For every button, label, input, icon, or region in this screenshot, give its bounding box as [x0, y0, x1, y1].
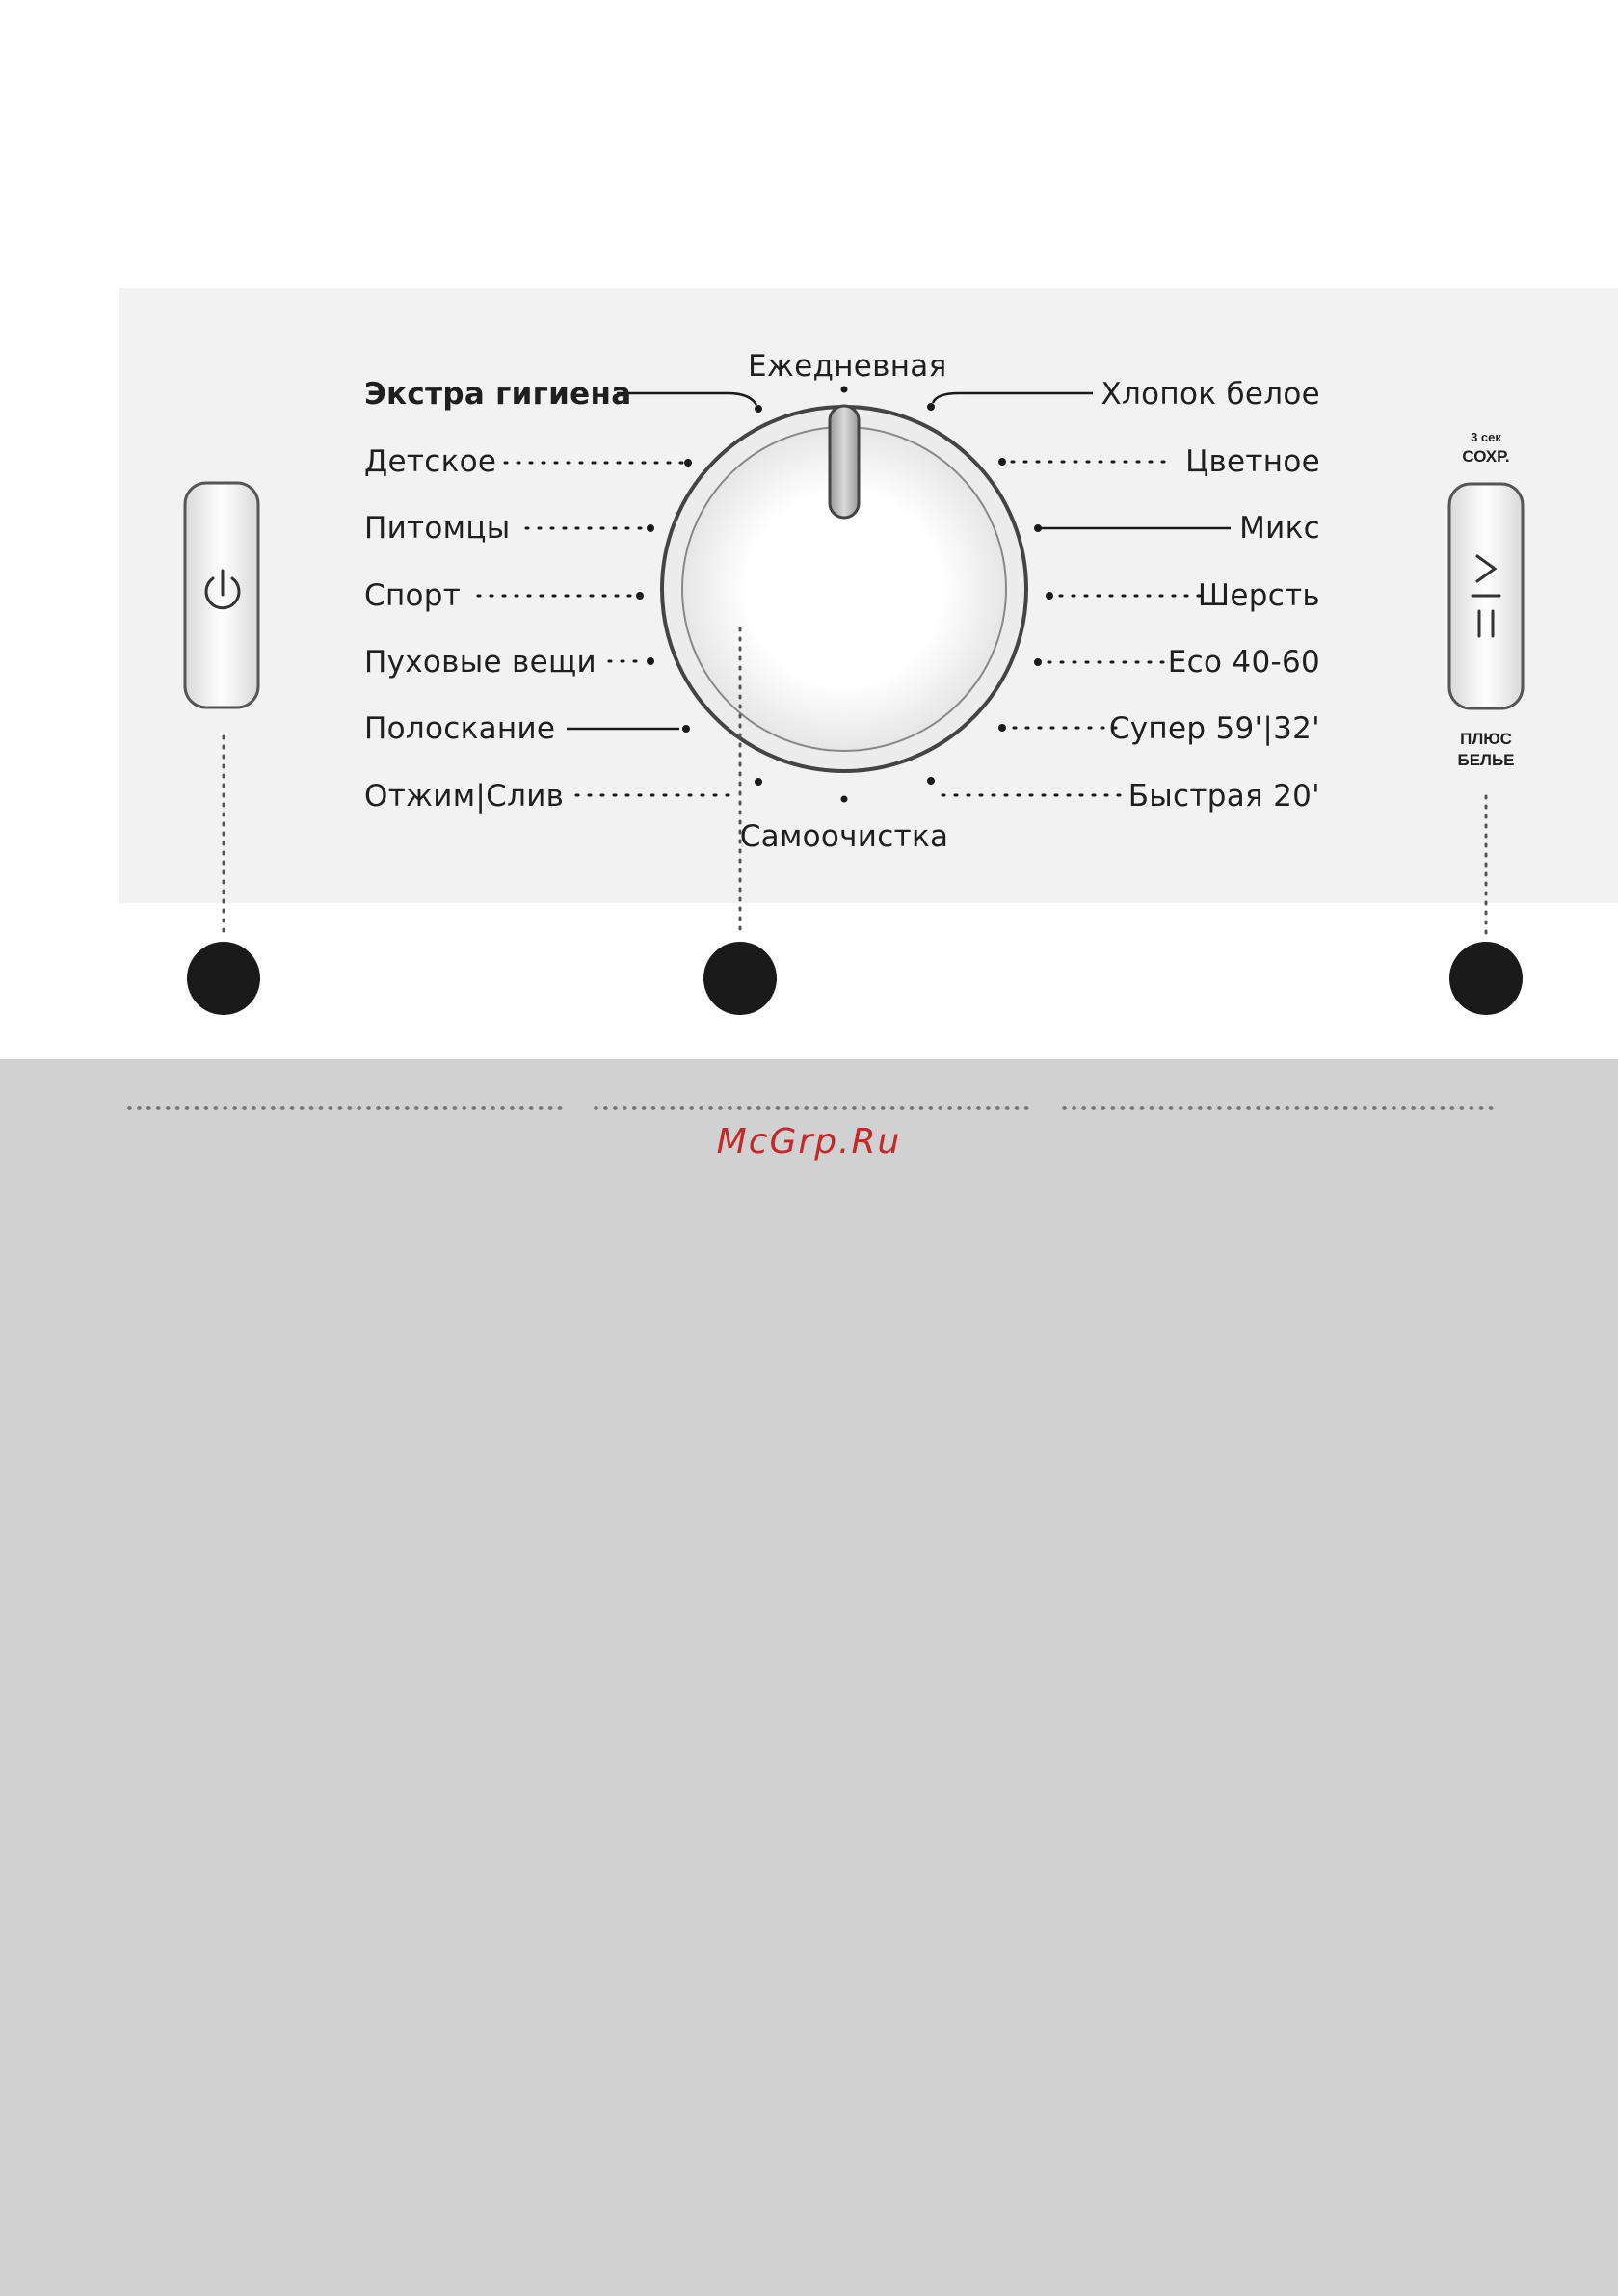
- program-bottom-label: Самоочистка: [739, 819, 949, 854]
- program-top-label: Ежедневная: [748, 349, 947, 384]
- dial-bottom-dot: [841, 796, 848, 803]
- program-wool: Шерсть: [1197, 578, 1320, 613]
- control-panel-scheme: [0, 0, 1618, 1060]
- dial-top-dot: [841, 387, 848, 393]
- program-kids: Детское: [364, 444, 497, 479]
- program-super: Супер 59'|32': [1108, 711, 1320, 746]
- description-area: [0, 1059, 1618, 2296]
- program-rinse: Полоскание: [364, 711, 556, 746]
- watermark: McGrp.Ru: [716, 1122, 902, 1161]
- callout-marker-1: [187, 942, 260, 1015]
- start-pause-button[interactable]: [1449, 484, 1523, 708]
- column-rule-1: [127, 1106, 563, 1110]
- program-extra-hygiene: Экстра гигиена: [364, 377, 632, 412]
- column-rule-3: [1062, 1106, 1494, 1110]
- program-mix: Микс: [1239, 511, 1320, 546]
- program-dial[interactable]: [662, 406, 1026, 771]
- power-button[interactable]: [185, 483, 258, 707]
- program-colored: Цветное: [1185, 444, 1320, 479]
- plus-laundry-label-line1: ПЛЮС: [1460, 730, 1512, 748]
- program-quick: Быстрая 20': [1127, 779, 1320, 814]
- callout-marker-3: [1449, 942, 1523, 1015]
- save-label: СОХР.: [1462, 447, 1510, 466]
- program-down: Пуховые вещи: [364, 645, 597, 680]
- dial-knob-indicator: [830, 406, 859, 518]
- column-rule-2: [594, 1106, 1029, 1110]
- program-sport: Спорт: [364, 578, 462, 613]
- program-eco: Eco 40-60: [1167, 645, 1320, 680]
- plus-laundry-label-line2: БЕЛЬЕ: [1457, 751, 1515, 769]
- program-spin-drain: Отжим|Слив: [364, 779, 565, 814]
- program-pets: Питомцы: [364, 511, 511, 546]
- hold-time-label: 3 сек: [1471, 430, 1501, 444]
- callout-marker-2: [703, 942, 777, 1015]
- program-cotton-white: Хлопок белое: [1101, 377, 1320, 412]
